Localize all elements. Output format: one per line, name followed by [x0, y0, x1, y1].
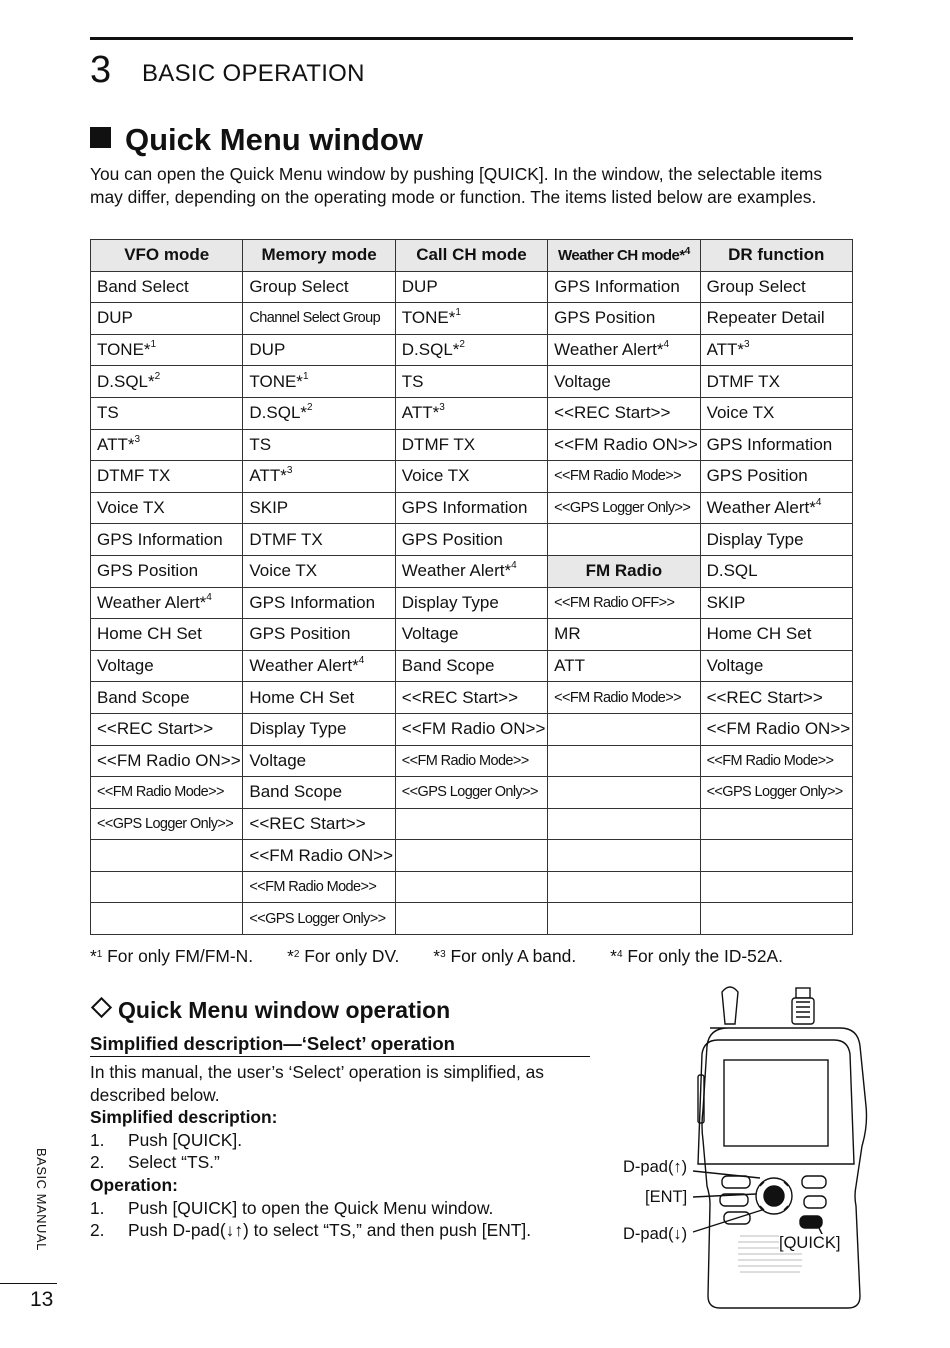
table-cell: ATT: [548, 650, 700, 682]
simplified-heading: Simplified description—‘Select’ operation: [90, 1033, 455, 1054]
table-cell: [395, 871, 547, 903]
step-number: 2.: [90, 1152, 105, 1173]
operation-heading-text: Quick Menu window operation: [118, 997, 451, 1023]
table-cell: TS: [243, 429, 395, 461]
operation-label: Operation:: [90, 1174, 178, 1195]
footnote: *$^2$ For only DV.: [287, 946, 400, 966]
step-text: Select “TS.”: [128, 1152, 220, 1173]
transceiver-illustration: [600, 980, 900, 1310]
table-cell: [91, 871, 243, 903]
chapter-number: 3: [90, 49, 112, 91]
table-row: [91, 808, 853, 840]
table-cell: Group Select: [243, 271, 395, 303]
quick-label: [QUICK]: [779, 1234, 841, 1252]
table-cell: GPS Information: [700, 429, 852, 461]
table-cell: Home CH Set: [91, 619, 243, 651]
table-cell: Channel Select Group: [243, 303, 395, 335]
table-cell: ATT*$^3$: [700, 334, 852, 366]
table-cell: TONE*$^1$: [91, 334, 243, 366]
table-row: [91, 650, 853, 682]
table-cell: <<FM Radio Mode>>: [243, 871, 395, 903]
table-cell: <<FM Radio ON>>: [395, 713, 547, 745]
table-cell: D.SQL*$^2$: [91, 366, 243, 398]
table-cell: Voltage: [548, 366, 700, 398]
table-cell: DTMF TX: [91, 461, 243, 493]
step-number: 1.: [90, 1129, 105, 1150]
side-label: BASIC MANUAL: [34, 1148, 49, 1251]
table-cell: Band Scope: [243, 777, 395, 809]
footnote-marker: 4: [358, 655, 365, 667]
table-cell: Repeater Detail: [700, 303, 852, 335]
table-cell: [548, 524, 700, 556]
table-cell: Voice TX: [700, 397, 852, 429]
table-cell: GPS Information: [548, 271, 700, 303]
table-row: [91, 745, 853, 777]
table-cell: Voltage: [91, 650, 243, 682]
page-number: 13: [30, 1288, 54, 1311]
table-cell: <<FM Radio ON>>: [548, 429, 700, 461]
table-cell: [395, 903, 547, 935]
table-cell: <<REC Start>>: [91, 713, 243, 745]
table-row: [91, 555, 853, 587]
footnote-marker: 3: [134, 433, 141, 445]
table-cell: Display Type: [243, 713, 395, 745]
table-cell: <<REC Start>>: [395, 682, 547, 714]
table-cell: [700, 871, 852, 903]
section-title-text: Quick Menu window: [125, 122, 423, 157]
table-row: [91, 334, 853, 366]
table-cell: <<FM Radio Mode>>: [395, 745, 547, 777]
table-cell: Display Type: [395, 587, 547, 619]
table-row: [91, 840, 853, 872]
table-cell: Group Select: [700, 271, 852, 303]
column-header: Call CH mode: [395, 240, 547, 272]
column-header: VFO mode: [91, 240, 243, 272]
footnote-marker: 2: [307, 402, 313, 414]
table-cell: TS: [91, 397, 243, 429]
table-cell: Weather Alert*$^4$: [395, 555, 547, 587]
table-cell: <<FM Radio OFF>>: [548, 587, 700, 619]
table-cell: <<FM Radio ON>>: [91, 745, 243, 777]
table-row: [91, 871, 853, 903]
table-cell: Voltage: [243, 745, 395, 777]
table-cell: Band Select: [91, 271, 243, 303]
table-cell: GPS Position: [91, 555, 243, 587]
table-cell: [395, 808, 547, 840]
section-title: [90, 120, 423, 160]
table-cell: DTMF TX: [700, 366, 852, 398]
table-cell: [548, 713, 700, 745]
table-cell: ATT*$^3$: [243, 461, 395, 493]
table-cell: Weather Alert*$^4$: [548, 334, 700, 366]
square-bullet-icon: [90, 127, 111, 148]
table-cell: GPS Information: [91, 524, 243, 556]
table-row: [91, 271, 853, 303]
footnote-marker: 2: [459, 339, 465, 351]
table-cell: <<GPS Logger Only>>: [700, 777, 852, 809]
table-cell: <<GPS Logger Only>>: [548, 492, 700, 524]
table-row: [91, 461, 853, 493]
table-cell: GPS Position: [548, 303, 700, 335]
table-cell: [91, 903, 243, 935]
table-cell: <<REC Start>>: [548, 397, 700, 429]
table-body: [91, 271, 853, 934]
table-cell: TONE*$^1$: [395, 303, 547, 335]
column-header: Weather CH mode*$^4$: [548, 240, 700, 272]
table-row: [91, 713, 853, 745]
table-cell: GPS Position: [395, 524, 547, 556]
table-cell: <<GPS Logger Only>>: [91, 808, 243, 840]
step-text: Push [QUICK].: [128, 1129, 243, 1150]
table-row: [91, 619, 853, 651]
table-cell: <<GPS Logger Only>>: [395, 777, 547, 809]
diamond-icon: [91, 997, 112, 1018]
table-cell: [91, 840, 243, 872]
table-cell: <<REC Start>>: [243, 808, 395, 840]
table-row: [91, 492, 853, 524]
footnote-marker: 1: [150, 339, 157, 351]
header-rule: [90, 37, 853, 40]
operation-step: [90, 1197, 590, 1220]
footnote-marker: 1: [455, 307, 461, 319]
radio-drawing: [600, 980, 900, 1310]
table-cell: [548, 745, 700, 777]
table-cell: DTMF TX: [395, 429, 547, 461]
table-cell: [548, 903, 700, 935]
table-row: [91, 303, 853, 335]
table-cell: MR: [548, 619, 700, 651]
quick-menu-table: [90, 239, 853, 935]
chapter-title: BASIC OPERATION: [142, 60, 365, 87]
step-number: 1.: [90, 1197, 105, 1218]
column-header: Memory mode: [243, 240, 395, 272]
table-cell: [700, 840, 852, 872]
table-row: [91, 903, 853, 935]
table-cell: ATT*$^3$: [91, 429, 243, 461]
table-cell: <<FM Radio Mode>>: [548, 461, 700, 493]
table-cell: DUP: [243, 334, 395, 366]
table-cell: Display Type: [700, 524, 852, 556]
table-row: [91, 397, 853, 429]
table-cell: [548, 808, 700, 840]
table-cell: Band Scope: [91, 682, 243, 714]
footnote: *$^4$ For only the ID-52A.: [610, 946, 783, 966]
table-cell: Home CH Set: [700, 619, 852, 651]
table-cell: Voice TX: [91, 492, 243, 524]
table-cell: D.SQL: [700, 555, 852, 587]
table-cell: Band Scope: [395, 650, 547, 682]
simplified-step: [90, 1129, 590, 1152]
table-cell: Weather Alert*$^4$: [243, 650, 395, 682]
page-number-rule: [0, 1283, 57, 1284]
table-cell: ATT*$^3$: [395, 397, 547, 429]
table-cell: <<FM Radio Mode>>: [700, 745, 852, 777]
table-cell: [395, 840, 547, 872]
table-cell: [548, 871, 700, 903]
table-cell: Voltage: [395, 619, 547, 651]
footnote-marker: 4: [206, 591, 212, 603]
table-cell: [700, 808, 852, 840]
table-cell: Voice TX: [395, 461, 547, 493]
footnote-marker: 3: [439, 402, 445, 414]
table-cell: Voltage: [700, 650, 852, 682]
footnote-marker: 4: [815, 497, 822, 509]
footnote-marker: 4: [684, 245, 690, 257]
operation-intro: In this manual, the user’s ‘Select’ operation is simplified, as described below.: [90, 1062, 544, 1105]
table-cell: D.SQL*$^2$: [243, 397, 395, 429]
table-cell: DUP: [395, 271, 547, 303]
footnote-marker: 3: [744, 339, 750, 351]
table-cell: <<FM Radio Mode>>: [91, 777, 243, 809]
footnote-marker: 4: [511, 560, 517, 572]
table-cell: <<GPS Logger Only>>: [243, 903, 395, 935]
table-header-row: [91, 240, 853, 272]
table-cell: DTMF TX: [243, 524, 395, 556]
table-row: [91, 777, 853, 809]
table-cell: Weather Alert*$^4$: [700, 492, 852, 524]
table-cell: SKIP: [700, 587, 852, 619]
table-row: [91, 429, 853, 461]
column-header: DR function: [700, 240, 852, 272]
step-number: 2.: [90, 1220, 105, 1241]
operation-step: [90, 1219, 590, 1242]
ent-label: [ENT]: [645, 1188, 688, 1206]
simplified-heading-rule: [90, 1056, 590, 1057]
table-cell: Voice TX: [243, 555, 395, 587]
table-cell: GPS Position: [700, 461, 852, 493]
dpad-up-label: D-pad(↑): [623, 1158, 688, 1176]
table-cell: SKIP: [243, 492, 395, 524]
table-cell: GPS Information: [395, 492, 547, 524]
table-row: [91, 366, 853, 398]
operation-heading: [90, 995, 450, 1025]
footnote-marker: 2: [154, 370, 161, 382]
table-cell: DUP: [91, 303, 243, 335]
section-intro: You can open the Quick Menu window by pushing [QUICK]. In the window, the selectable items may differ, depending on the operating mode or function. The items listed below are examples.: [90, 164, 823, 207]
table-cell: TS: [395, 366, 547, 398]
simplified-label: Simplified description:: [90, 1107, 278, 1128]
table-cell: [548, 840, 700, 872]
footnotes: [90, 945, 870, 967]
table-cell: <<FM Radio Mode>>: [548, 682, 700, 714]
dpad-down-label: D-pad(↓): [623, 1225, 688, 1243]
table-cell: GPS Position: [243, 619, 395, 651]
table-cell: <<FM Radio ON>>: [700, 713, 852, 745]
table-cell: FM Radio: [548, 555, 700, 587]
operation-body: [90, 1061, 590, 1242]
table-cell: <<REC Start>>: [700, 682, 852, 714]
simplified-step: [90, 1151, 590, 1174]
footnote-marker: 3: [286, 465, 293, 477]
table-cell: Weather Alert*$^4$: [91, 587, 243, 619]
table-cell: Home CH Set: [243, 682, 395, 714]
table-cell: TONE*$^1$: [243, 366, 395, 398]
footnote-marker: 1: [302, 370, 309, 382]
footnote: *$^1$ For only FM/FM-N.: [90, 946, 254, 966]
step-text: Push D-pad(↓↑) to select “TS,” and then push [ENT].: [128, 1220, 532, 1241]
table-row: [91, 524, 853, 556]
footnote-marker: 4: [663, 339, 670, 351]
table-cell: [548, 777, 700, 809]
table-row: [91, 587, 853, 619]
table-cell: GPS Information: [243, 587, 395, 619]
step-text: Push [QUICK] to open the Quick Menu window.: [128, 1197, 494, 1218]
table-row: [91, 682, 853, 714]
table-cell: <<FM Radio ON>>: [243, 840, 395, 872]
footnote: *$^3$ For only A band.: [433, 946, 577, 966]
table-cell: [700, 903, 852, 935]
table-cell: D.SQL*$^2$: [395, 334, 547, 366]
